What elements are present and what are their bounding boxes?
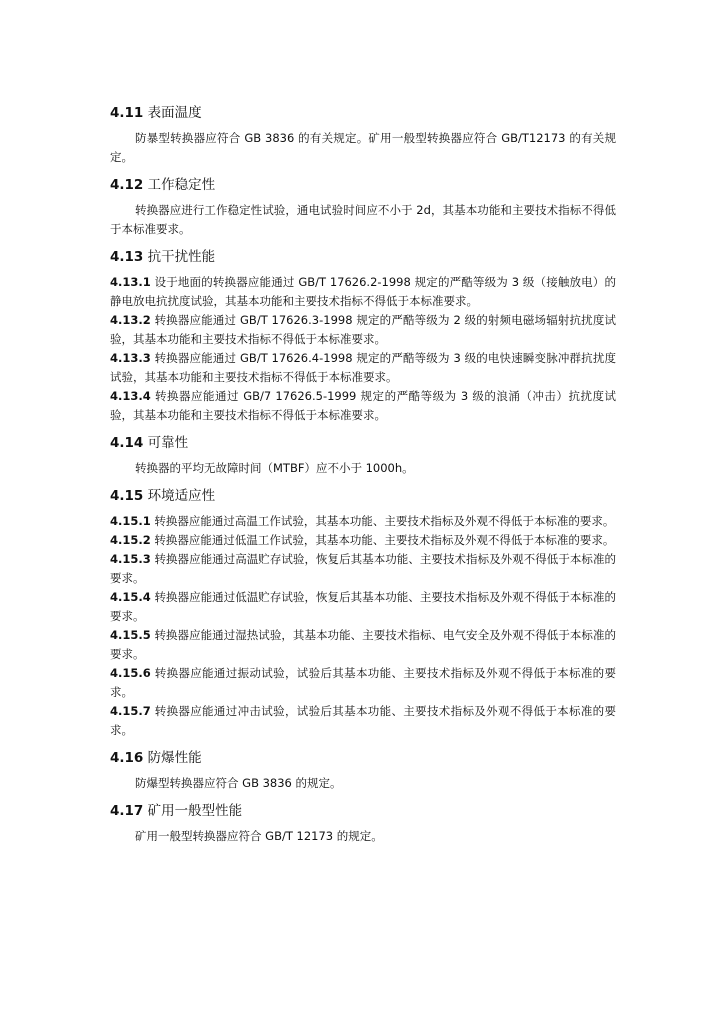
clause-text: 转换器应能通过高温工作试验，其基本功能、主要技术指标及外观不得低于本标准的要求。 [154,514,615,528]
section-number: 4.15 [110,488,144,504]
section-title: 防爆性能 [147,750,202,766]
section-title: 表面温度 [147,105,202,121]
clause-number: 4.13.3 [110,351,151,365]
section-body-4-11: 防暴型转换器应符合 GB 3836 的有关规定。矿用一般型转换器应符合 GB/T12173 的有关规定。 [110,131,616,164]
section-title: 抗干扰性能 [147,249,216,265]
clause-4-15-7 [110,702,616,740]
section-number: 4.17 [110,803,144,819]
section-title: 工作稳定性 [147,177,216,193]
section-body-4-16: 防爆型转换器应符合 GB 3836 的规定。 [135,776,342,790]
clause-text: 转换器应能通过冲击试验，试验后其基本功能、主要技术指标及外观不得低于本标准的要求。 [110,704,617,737]
clause-text: 转换器应能通过低温工作试验，其基本功能、主要技术指标及外观不得低于本标准的要求。 [154,533,615,547]
clause-number: 4.15.4 [110,590,151,604]
section-heading-4-16 [110,748,616,768]
clause-text: 转换器应能通过振动试验，试验后其基本功能、主要技术指标及外观不得低于本标准的要求。 [110,666,617,699]
clause-number: 4.15.6 [110,666,151,680]
clause-4-13-2 [110,311,616,349]
clause-4-15-4 [110,588,616,626]
section-body-4-14: 转换器的平均无故障时间（MTBF）应不小于 1000h。 [135,461,414,475]
clause-4-15-3 [110,550,616,588]
section-body-4-12: 转换器应进行工作稳定性试验，通电试验时间应不小于 2d，其基本功能和主要技术指标不得低于本标准要求。 [110,203,616,236]
section-heading-4-11 [110,103,616,123]
clause-number: 4.13.1 [110,275,151,289]
clause-number: 4.13.4 [110,389,151,403]
clause-4-15-1 [110,512,616,531]
section-number: 4.12 [110,177,144,193]
section-number: 4.14 [110,435,144,451]
clause-text: 转换器应能通过湿热试验，其基本功能、主要技术指标、电气安全及外观不得低于本标准的要求。 [110,628,617,661]
section-title: 可靠性 [147,435,189,451]
section-heading-4-17 [110,801,616,821]
clause-4-15-5 [110,626,616,664]
clause-text: 设于地面的转换器应能通过 GB/T 17626.2-1998 规定的严酷等级为 3 级（接触放电）的静电放电抗扰度试验，其基本功能和主要技术指标不得低于本标准要求。 [110,275,617,308]
section-number: 4.16 [110,750,144,766]
clause-4-13-1 [110,273,616,311]
section-title: 环境适应性 [147,488,216,504]
clause-number: 4.15.7 [110,704,151,718]
clause-text: 转换器应能通过高温贮存试验，恢复后其基本功能、主要技术指标及外观不得低于本标准的要求。 [110,552,617,585]
clause-4-13-3 [110,349,616,387]
section-heading-4-13 [110,247,616,267]
section-heading-4-14 [110,433,616,453]
clause-text: 转换器应能通过 GB/T 17626.4-1998 规定的严酷等级为 3 级的电快速瞬变脉冲群抗扰度试验，其基本功能和主要技术指标不得低于本标准要求。 [110,351,617,384]
clause-4-15-6 [110,664,616,702]
clause-4-15-2 [110,531,616,550]
clause-text: 转换器应能通过 GB/7 17626.5-1999 规定的严酷等级为 3 级的浪涌（冲击）抗扰度试验，其基本功能和主要技术指标不得低于本标准要求。 [110,389,617,422]
document-content [110,103,616,846]
clause-number: 4.15.5 [110,628,151,642]
section-title: 矿用一般型性能 [147,803,243,819]
section-number: 4.11 [110,105,144,121]
section-number: 4.13 [110,249,144,265]
clause-number: 4.15.1 [110,514,151,528]
clause-number: 4.15.3 [110,552,151,566]
clause-number: 4.13.2 [110,313,151,327]
clause-text: 转换器应能通过 GB/T 17626.3-1998 规定的严酷等级为 2 级的射频电磁场辐射抗扰度试验，其基本功能和主要技术指标不得低于本标准要求。 [110,313,617,346]
clause-text: 转换器应能通过低温贮存试验，恢复后其基本功能、主要技术指标及外观不得低于本标准的要求。 [110,590,617,623]
clause-4-13-4 [110,387,616,425]
section-heading-4-15 [110,486,616,506]
clause-number: 4.15.2 [110,533,151,547]
section-heading-4-12 [110,175,616,195]
section-body-4-17: 矿用一般型转换器应符合 GB/T 12173 的规定。 [135,829,383,843]
